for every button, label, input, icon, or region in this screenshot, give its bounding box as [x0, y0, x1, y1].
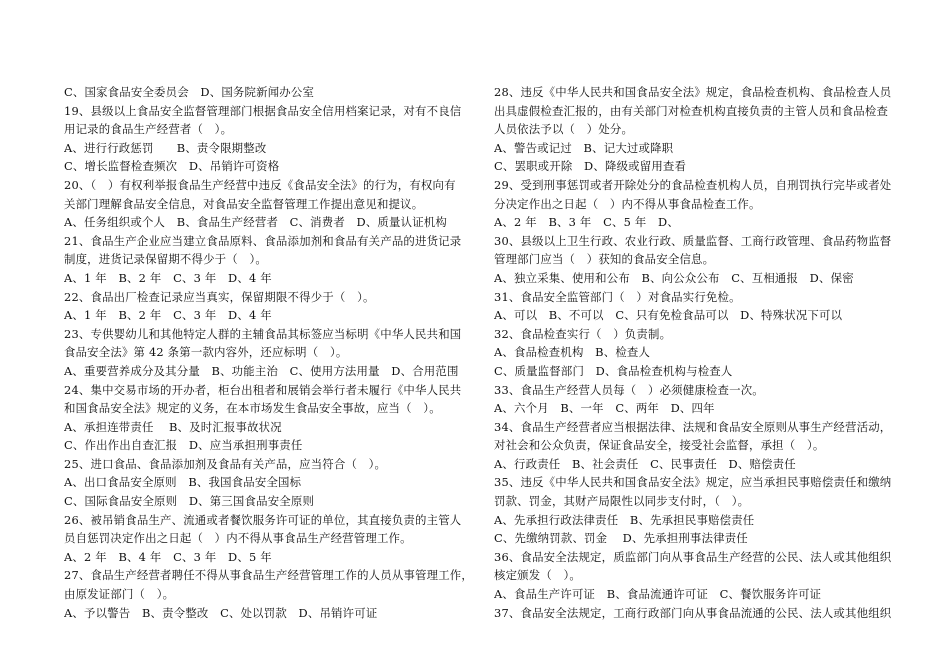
text-line: C、罢职或开除 D、降级或留用查看: [494, 159, 687, 174]
text-line: 员自惩罚决定作出之日起（ ）内不得从事食品生产经营管理工作。: [64, 531, 412, 546]
text-line: A、予以警告 B、责令整改 C、处以罚款 D、吊销许可证: [64, 605, 378, 620]
text-line: C、质量监督部门 D、食品检查机构与检查人: [494, 363, 733, 378]
text-line: 关部门理解食品安全信息，对食品安全监督管理工作提出意见和提议。: [64, 196, 424, 211]
text-line: A、先承担行政法律责任 B、先承担民事赔偿责任: [494, 512, 755, 527]
text-line: 22、食品出厂检查记录应当真实，保留期限不得少于（ ）。: [64, 289, 375, 304]
text-line: A、2 年 B、4 年 C、3 年 D、5 年: [64, 549, 272, 564]
text-line: 和国食品安全法》规定的义务，在本市场发生食品安全事故，应当（ ）。: [64, 401, 441, 416]
text-line: 制度，进货记录保留期不得少于（ ）。: [64, 252, 267, 267]
text-line: 人员依法予以（ ）处分。: [494, 122, 634, 137]
text-line: C、作出作出自查汇报 D、应当承担刑事责任: [64, 438, 303, 453]
text-line: C、国际食品安全原则 D、第三国食品安全原则: [64, 494, 315, 509]
right-column: [494, 83, 906, 622]
text-line: A、重要营养成分及其分量 B、功能主治 C、使用方法用量 D、合用范围: [64, 363, 459, 378]
text-line: A、六个月 B、一年 C、两年 D、四年: [494, 401, 715, 416]
text-line: 37、食品安全法规定，工商行政部门向从事食品流通的公民、法人或其他组织: [494, 605, 892, 620]
text-line: 34、食品生产经营者应当根据法律、法规和食品安全原则从事生产经营活动，: [494, 419, 892, 434]
text-line: A、1 年 B、2 年 C、3 年 D、4 年: [64, 308, 272, 323]
text-line: 19、县级以上食品安全监督管理部门根据食品安全信用档案记录，对有不良信: [64, 103, 462, 118]
text-line: A、承担连带责任 B、及时汇报事故状况: [64, 419, 282, 434]
text-line: 由原发证部门（ ）。: [64, 587, 175, 602]
text-line: 26、被吊销食品生产、流通或者餐饮服务许可证的单位，其直接负责的主管人: [64, 512, 462, 527]
text-line: 出具虚假检查汇报的，由有关部门对检查机构直接负责的主管人员和食品检查: [494, 103, 889, 118]
text-line: 36、食品安全法规定，质监部门向从事食品生产经营的公民、法人或其他组织: [494, 549, 892, 564]
text-line: A、食品检查机构 B、检查人: [494, 345, 651, 360]
text-line: 用记录的食品生产经营者（ ）。: [64, 122, 233, 137]
text-line: 核定颁发（ ）。: [494, 568, 582, 583]
text-line: 24、集中交易市场的开办者，柜台出租者和展销会举行者未履行《中华人民共: [64, 382, 462, 397]
text-line: 对社会和公众负责，保证食品安全，接受社会监督，承担（ ）。: [494, 438, 825, 453]
text-line: 20、（ ）有权利举报食品生产经营中违反《食品安全法》的行为，有权向有: [64, 177, 456, 192]
text-line: 30、县级以上卫生行政、农业行政、质量监督、工商行政管理、食品药物监督: [494, 233, 892, 248]
left-column: [64, 83, 476, 622]
text-line: 分决定作出之日起（ ）内不得从事食品检查工作。: [494, 196, 761, 211]
text-line: 25、进口食品、食品添加剂及食品有关产品，应当符合（ ）。: [64, 456, 387, 471]
text-line: C、国家食品安全委员会 D、国务院新闻办公室: [64, 85, 315, 99]
text-line: 管理部门应当（ ）获知的食品安全信息。: [494, 252, 715, 267]
text-line: 35、违反《中华人民共和国食品安全法》规定，应当承担民事赔偿责任和缴纳: [494, 475, 892, 490]
text-line: 食品安全法》第 42 条第一款内容外，还应标明（ ）。: [64, 345, 348, 360]
text-line: 27、食品生产经营者聘任不得从事食品生产经营管理工作的人员从事管理工作，: [64, 568, 473, 583]
text-line: 21、食品生产企业应当建立食品原料、食品添加剂和食品有关产品的进货记录: [64, 233, 462, 248]
text-line: A、行政责任 B、社会责任 C、民事责任 D、赔偿责任: [494, 456, 796, 471]
text-line: 33、食品生产经营人员每（ ）必须健康检查一次。: [494, 382, 764, 397]
text-line: A、可以 B、不可以 C、只有免检食品可以 D、特殊状况下可以: [494, 308, 843, 323]
text-line: A、进行行政惩罚 B、责令限期整改: [64, 140, 267, 155]
text-line: C、增长监督检查频次 D、吊销许可资格: [64, 159, 280, 174]
text-line: 29、受到刑事惩罚或者开除处分的食品检查机构人员，自刑罚执行完毕或者处: [494, 177, 892, 192]
text-line: 罚款、罚金，其财产局限性以同步支付时，（ ）。: [494, 494, 750, 509]
text-line: 28、违反《中华人民共和国食品安全法》规定，食品检查机构、食品检查人员: [494, 85, 892, 99]
text-line: A、1 年 B、2 年 C、3 年 D、4 年: [64, 270, 272, 285]
text-line: C、先缴纳罚款、罚金 D、先承担刑事法律责任: [494, 531, 748, 546]
text-line: A、2 年 B、3 年 C、5 年 D、: [494, 215, 679, 230]
text-line: A、出口食品安全原则 B、我国食品安全国标: [64, 475, 302, 490]
text-line: A、食品生产许可证 B、食品流通许可证 C、餐饮服务许可证: [494, 587, 822, 602]
text-line: 31、食品安全监管部门（ ）对食品实行免检。: [494, 289, 741, 304]
text-line: A、任务组织或个人 B、食品生产经营者 C、消费者 D、质量认证机构: [64, 215, 447, 230]
text-line: 32、食品检查实行（ ）负责制。: [494, 326, 672, 341]
text-line: 23、专供婴幼儿和其他特定人群的主辅食品其标签应当标明《中华人民共和国: [64, 326, 462, 341]
text-line: A、独立采集、使用和公布 B、向公众公布 C、互相通报 D、保密: [494, 270, 854, 285]
text-line: A、警告或记过 B、记大过或降职: [494, 140, 674, 155]
